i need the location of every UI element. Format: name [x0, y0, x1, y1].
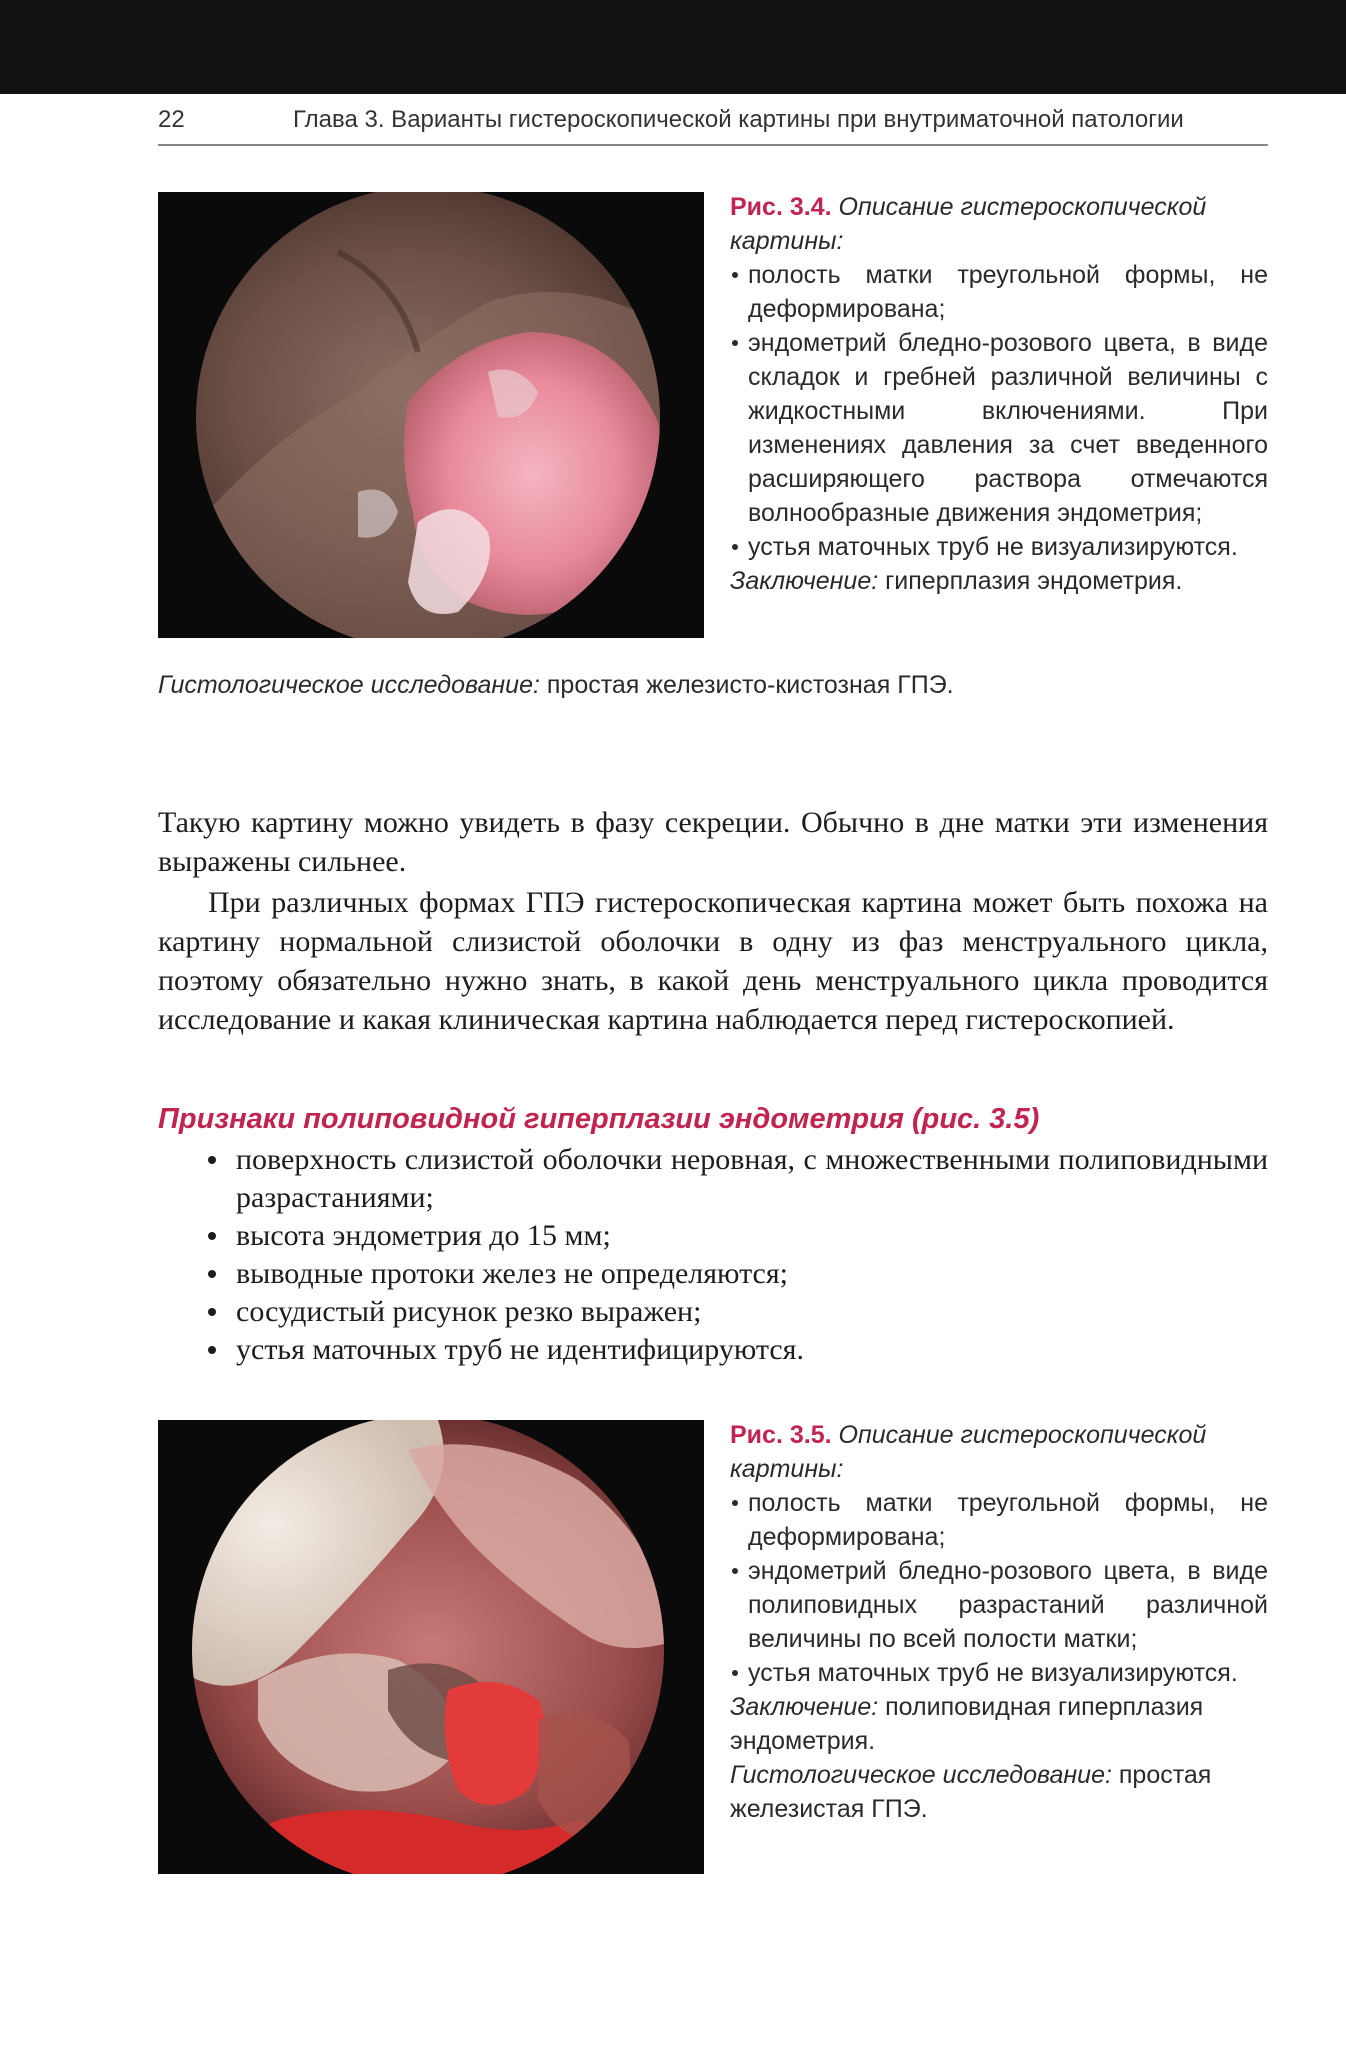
section-heading: Признаки полиповидной гиперплазии эндометрия (рис. 3.5) [158, 1103, 1040, 1135]
histology-label: Гистологическое исследование: [730, 1761, 1112, 1789]
conclusion-text: гиперплазия эндометрия. [885, 567, 1183, 595]
caption-list [730, 1486, 1268, 1690]
conclusion-text: полиповидная гиперплазия эндометрия. [730, 1693, 1204, 1755]
caption-item: эндометрий бледно-розового цвета, в виде складок и гребней различной величины с жидкостными включениями. При изменениях давления за счет введенного расширяющего раствора отмечаются волнообразные движения эндометрия; [730, 326, 1268, 530]
caption-item: полость матки треугольной формы, не деформирована; [730, 258, 1268, 326]
running-header [158, 102, 1268, 146]
figure-3-4-caption [730, 190, 1268, 598]
conclusion [730, 1690, 1268, 1758]
list-item: сосудистый рисунок резко выражен; [158, 1293, 1268, 1331]
figure-label: Рис. 3.4. [730, 193, 832, 221]
caption-title: Описание гистероскопической картины: [730, 1421, 1207, 1483]
caption-title: Описание гистероскопической картины: [730, 193, 1207, 255]
histology-label: Гистологическое исследование: [158, 671, 540, 699]
caption-item: устья маточных труб не визуализируются. [730, 530, 1268, 564]
paragraph-1: Такую картину можно увидеть в фазу секреции. Обычно в дне матки эти изменения выражены сильнее. [158, 806, 1268, 878]
figure-3-5-image [158, 1420, 704, 1874]
figure-3-4-image [158, 192, 704, 638]
caption-item: устья маточных труб не визуализируются. [730, 1656, 1268, 1690]
hysteroscopy-image-1 [158, 192, 704, 638]
chapter-title: Глава 3. Варианты гистероскопической картины при внутриматочной патологии [293, 106, 1184, 133]
body-text [158, 803, 1268, 1039]
hysteroscopy-image-2 [158, 1420, 704, 1874]
caption-heading [730, 190, 1268, 258]
list-item: поверхность слизистой оболочки неровная, с множественными полиповидными разрастаниями; [158, 1141, 1268, 1217]
list-item: выводные протоки желез не определяются; [158, 1255, 1268, 1293]
conclusion [730, 564, 1268, 598]
conclusion-label: Заключение: [730, 567, 879, 595]
caption-list [730, 258, 1268, 564]
caption-item: эндометрий бледно-розового цвета, в виде полиповидных разрастаний различной величины по всей полости матки; [730, 1554, 1268, 1656]
histology-text: простая железисто-кистозная ГПЭ. [546, 671, 954, 699]
signs-list [158, 1141, 1268, 1369]
paragraph-2: При различных формах ГПЭ гистероскопическая картина может быть похожа на картину нормальной слизистой оболочки в одну из фаз менструального цикла, поэтому обязательно нужно знать, в какой день менструального цикла проводится исследование и какая клиническая картина наблюдается перед гистероскопией. [158, 886, 1268, 1036]
caption-item: полость матки треугольной формы, не деформирована; [730, 1486, 1268, 1554]
histology [730, 1758, 1268, 1826]
top-dark-band [0, 0, 1346, 94]
conclusion-label: Заключение: [730, 1693, 879, 1721]
figure-3-5-caption [730, 1418, 1268, 1826]
list-item: высота эндометрия до 15 мм; [158, 1217, 1268, 1255]
list-item: устья маточных труб не идентифицируются. [158, 1331, 1268, 1369]
histology-text: простая железистая ГПЭ. [730, 1761, 1212, 1823]
caption-heading [730, 1418, 1268, 1486]
figure-3-4-histology [158, 668, 1268, 702]
figure-label: Рис. 3.5. [730, 1421, 832, 1449]
page-number: 22 [158, 106, 185, 133]
